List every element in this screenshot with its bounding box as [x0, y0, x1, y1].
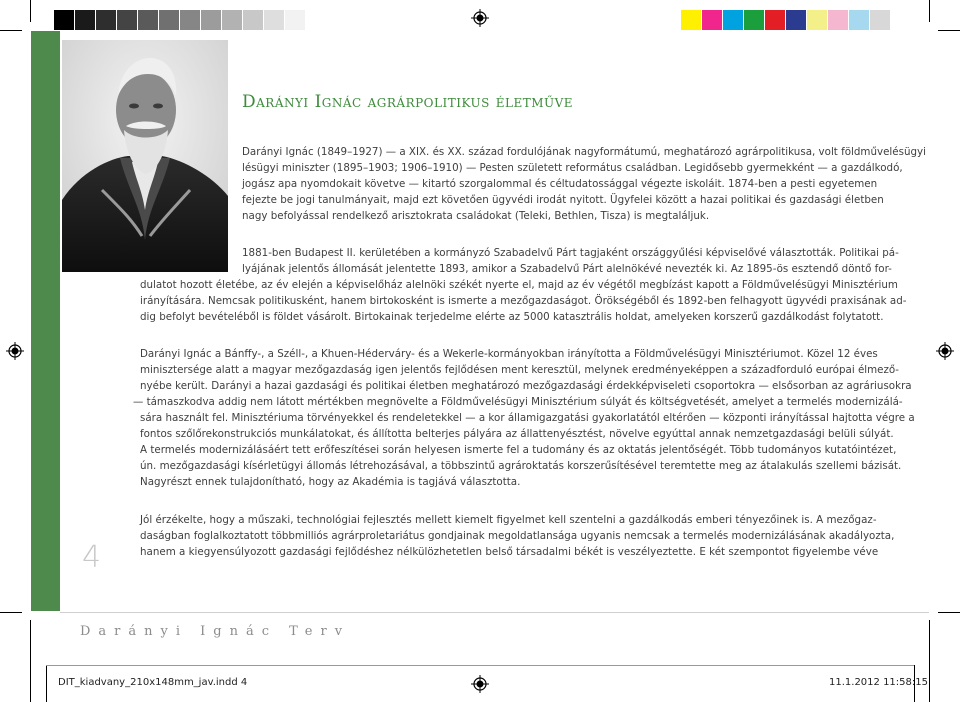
text-line: A termelés modernizálásáért tett erőfeszítései során helyesen ismerte fel a tudomány és az oktatás jelentőségét. Több tudományos kutatóintézet,	[140, 444, 897, 456]
article-title: Darányi Ignác agrárpolitikus életműve	[242, 92, 574, 112]
registration-mark-icon	[471, 9, 489, 27]
registration-mark-icon	[936, 342, 954, 360]
page-number: 4	[82, 540, 102, 575]
registration-mark-icon	[471, 675, 489, 693]
footer-divider	[60, 612, 929, 613]
text-line: fontos szőlőrekonstrukciós munkálatokat, és állította belterjes pályára az állattenyésztést, növelve egyúttal annak nemzetgazdasági belüli súlyát.	[140, 428, 894, 440]
color-swatch	[828, 10, 849, 30]
text-line: sára használt fel. Minisztériuma törvényekkel és rendeletekkel — a kor államigazgatási gyakorlatától eltérően — központi irányítással hajtotta végre a	[140, 412, 915, 424]
color-swatch	[744, 10, 765, 30]
slug-filename: DIT_kiadvany_210x148mm_jav.indd 4	[58, 677, 248, 688]
slug-frame	[46, 665, 914, 666]
crop-mark	[30, 620, 31, 702]
color-swatch	[222, 10, 243, 30]
text-line: Darányi Ignác (1849–1927) — a XIX. és XX. század fordulójának nagyformátumú, meghatározó agrárpolitikusa, volt földművelésügyi	[242, 146, 926, 158]
color-swatch	[159, 10, 180, 30]
text-line: jogász apa nyomdokait követve — kitartó szorgalommal és céltudatossággal végezte iskoláit. 1874-ben a pesti egyetemen	[242, 178, 878, 190]
color-swatch	[681, 10, 702, 30]
color-swatch	[201, 10, 222, 30]
crop-mark	[30, 0, 31, 22]
text-line: hanem a kiegyensúlyozott gazdasági fejlődéshez nélkülözhetetlen belső társadalmi békét is veszélyeztette. E két szempontot figyelembe véve	[140, 546, 879, 558]
color-swatch	[870, 10, 891, 30]
grayscale-color-bar	[54, 10, 306, 30]
color-swatch	[723, 10, 744, 30]
text-line: Darányi Ignác a Bánffy-, a Széll-, a Khuen-Héderváry- és a Wekerle-kormányokban irányította a Földművelésügyi Minisztériumot. Közel 12 éves	[140, 348, 878, 360]
text-line: ún. mezőgazdasági kísérletügyi állomás létrehozásával, a többszintű agrároktatás korszerűsítésével teremtette meg az átalakulás szellemi bázisát.	[140, 460, 902, 472]
color-swatch	[807, 10, 828, 30]
color-swatch	[849, 10, 870, 30]
color-swatch	[243, 10, 264, 30]
color-swatch	[285, 10, 306, 30]
crop-mark	[938, 612, 960, 613]
text-line: Nagyrészt ennek tulajdonítható, hogy az Akadémia is tagjává választotta.	[140, 476, 521, 488]
process-color-bar	[681, 10, 891, 30]
color-swatch	[765, 10, 786, 30]
registration-mark-icon	[6, 342, 24, 360]
text-line: lésügyi miniszter (1895–1903; 1906–1910) — Pesten született református családban. Legidősebb gyermekként — a gazdálkodó,	[242, 162, 903, 174]
text-line: 1881-ben Budapest II. kerületében a kormányzó Szabadelvű Párt tagjaként országgyűlési képviselővé választották. Politikai pá-	[242, 247, 899, 259]
color-swatch	[702, 10, 723, 30]
slug-frame	[46, 665, 47, 702]
text-line: nagy befolyással rendelkező arisztokrata családokat (Teleki, Bethlen, Tisza) is megtaláljuk.	[242, 210, 710, 222]
crop-mark	[0, 612, 22, 613]
text-line: dig befolyt bevételéből is földet vásárolt. Birtokainak terjedelme elérte az 5000 katasztrális holdat, amelyeken korszerű gazdálkodást folytatott.	[140, 311, 884, 323]
color-swatch	[54, 10, 75, 30]
color-swatch	[117, 10, 138, 30]
color-swatch	[96, 10, 117, 30]
color-swatch	[180, 10, 201, 30]
crop-mark	[0, 30, 22, 31]
text-line: irányítására. Nemcsak politikusként, hanem birtokosként is ismerte a mezőgazdaságot. Örökségéből és 1892-ben felhagyott ügyvédi praxisának ad-	[140, 295, 907, 307]
portrait-photo	[62, 40, 228, 272]
text-line: fejezte be jogi tanulmányait, majd ezt követően ügyvédi irodát nyitott. Ügyfelei között a hazai politikai és gazdasági életben	[242, 194, 884, 206]
crop-mark	[938, 30, 960, 31]
crop-mark	[929, 620, 930, 702]
crop-mark	[929, 0, 930, 22]
text-line: — támaszkodva addig nem látott mértékben megnövelte a Földművelésügyi Minisztérium súlyát és költségvetését, amelyet a termelés modernizálá-	[133, 396, 903, 408]
accent-bar	[31, 31, 60, 611]
text-line: lyájának jelentős állomását jelentette 1893, amikor a Szabadelvű Párt alelnökévé nevezték ki. Az 1895-ös esztendő döntő for-	[242, 263, 892, 275]
text-line: daságban foglalkoztatott többmilliós agrárproletariátus gondjainak megoldatlansága ugyanis nemcsak a termelés modernizálásának akadályozta,	[140, 530, 895, 542]
slug-timestamp: 11.1.2012 11:58:15	[829, 677, 928, 688]
text-line: nyébe került. Darányi a hazai gazdasági és politikai életben meghatározó mezőgazdasági érdekképviseleti csoportokra — elsősorban az agráriusokra	[140, 380, 912, 392]
text-line: minisztersége alatt a magyar mezőgazdaság igen jelentős fejlődésen ment keresztül, melynek eredményeképpen a századforduló európai élmező-	[140, 364, 899, 376]
color-swatch	[75, 10, 96, 30]
color-swatch	[786, 10, 807, 30]
color-swatch	[138, 10, 159, 30]
color-swatch	[264, 10, 285, 30]
text-line: dulatot hozott életébe, az év elején a képviselőház alelnöki székét nyerte el, majd az év végétől megbízást kapott a Földművelésügyi Minisztérium	[140, 279, 898, 291]
text-line: Jól érzékelte, hogy a műszaki, technológiai fejlesztés mellett kiemelt figyelmet kell szentelni a gazdálkodás emberi tényezőinek is. A mezőgaz-	[140, 514, 877, 526]
footer-brand: Darányi Ignác Terv	[80, 624, 351, 639]
